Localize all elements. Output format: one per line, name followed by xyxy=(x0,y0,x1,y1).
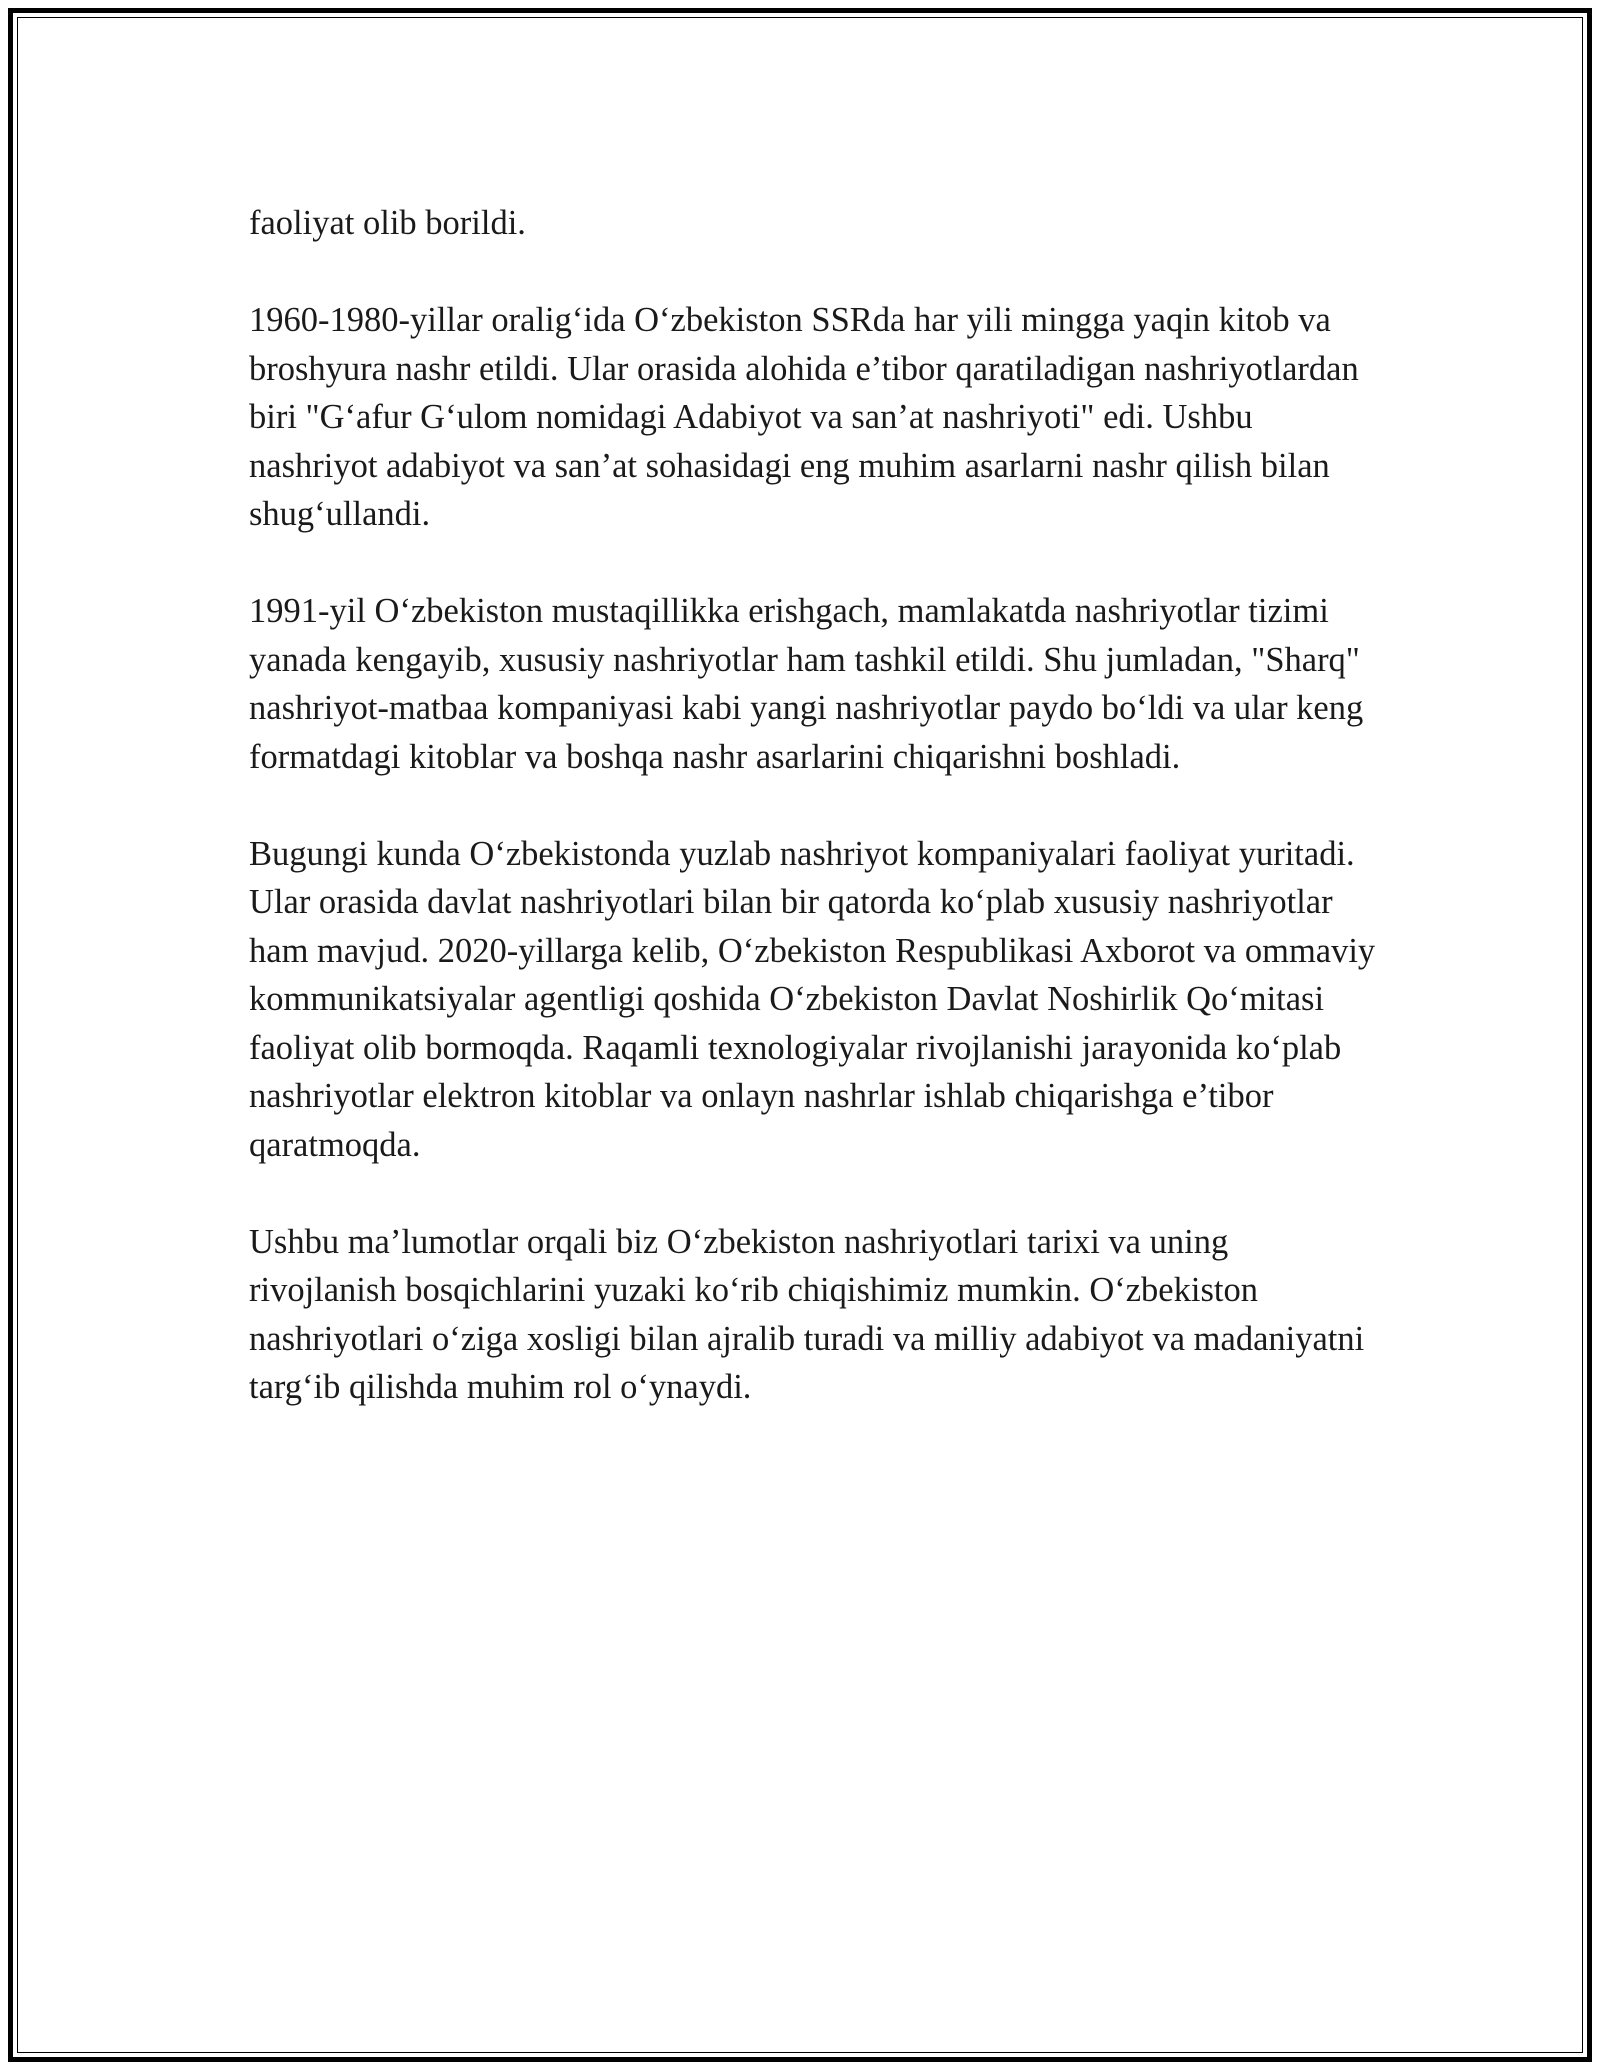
paragraph: faoliyat olib borildi. xyxy=(249,204,526,242)
paragraph: 1960-1980-yillar oralig‘ida O‘zbekiston SSRda har yili mingga yaqin kitob va broshyura nashr etildi. Ular orasida alohida e’tibor qaratiladigan nashriyotlardan biri "G‘afur G‘ulom nomidagi Adabiyot va san’at nashriyoti" edi. Ushbu nashriyot adabiyot va san’at sohasidagi eng muhim asarlarni nashr qilish bilan shug‘ullandi. xyxy=(249,301,1359,533)
page-frame xyxy=(8,8,1592,2062)
document-body xyxy=(249,199,1379,1460)
paragraph: 1991-yil O‘zbekiston mustaqillikka erishgach, mamlakatda nashriyotlar tizimi yanada kengayib, xususiy nashriyotlar ham tashkil etildi. Shu jumladan, "Sharq" nashriyot-matbaa kompaniyasi kabi yangi nashriyotlar paydo bo‘ldi va ular keng formatdagi kitoblar va boshqa nashr asarlarini chiqarishni boshladi. xyxy=(249,592,1364,776)
paragraph: Ushbu ma’lumotlar orqali biz O‘zbekiston nashriyotlari tarixi va uning rivojlanish bosqichlarini yuzaki ko‘rib chiqishimiz mumkin. O‘zbekiston nashriyotlari o‘ziga xosligi bilan ajralib turadi va milliy adabiyot va madaniyatni targ‘ib qilishda muhim rol o‘ynaydi. xyxy=(249,1222,1365,1406)
paragraph: Bugungi kunda O‘zbekistonda yuzlab nashriyot kompaniyalari faoliyat yuritadi. Ular orasida davlat nashriyotlari bilan bir qatorda ko‘plab xususiy nashriyotlar ham mavjud. 2020-yillarga kelib, O‘zbekiston Respublikasi Axborot va ommaviy kommunikatsiyalar agentligi qoshida O‘zbekiston Davlat Noshirlik Qo‘mitasi faoliyat olib bormoqda. Raqamli texnologiyalar rivojlanishi jarayonida ko‘plab nashriyotlar elektron kitoblar va onlayn nashrlar ishlab chiqarishga e’tibor qaratmoqda. xyxy=(249,834,1376,1164)
